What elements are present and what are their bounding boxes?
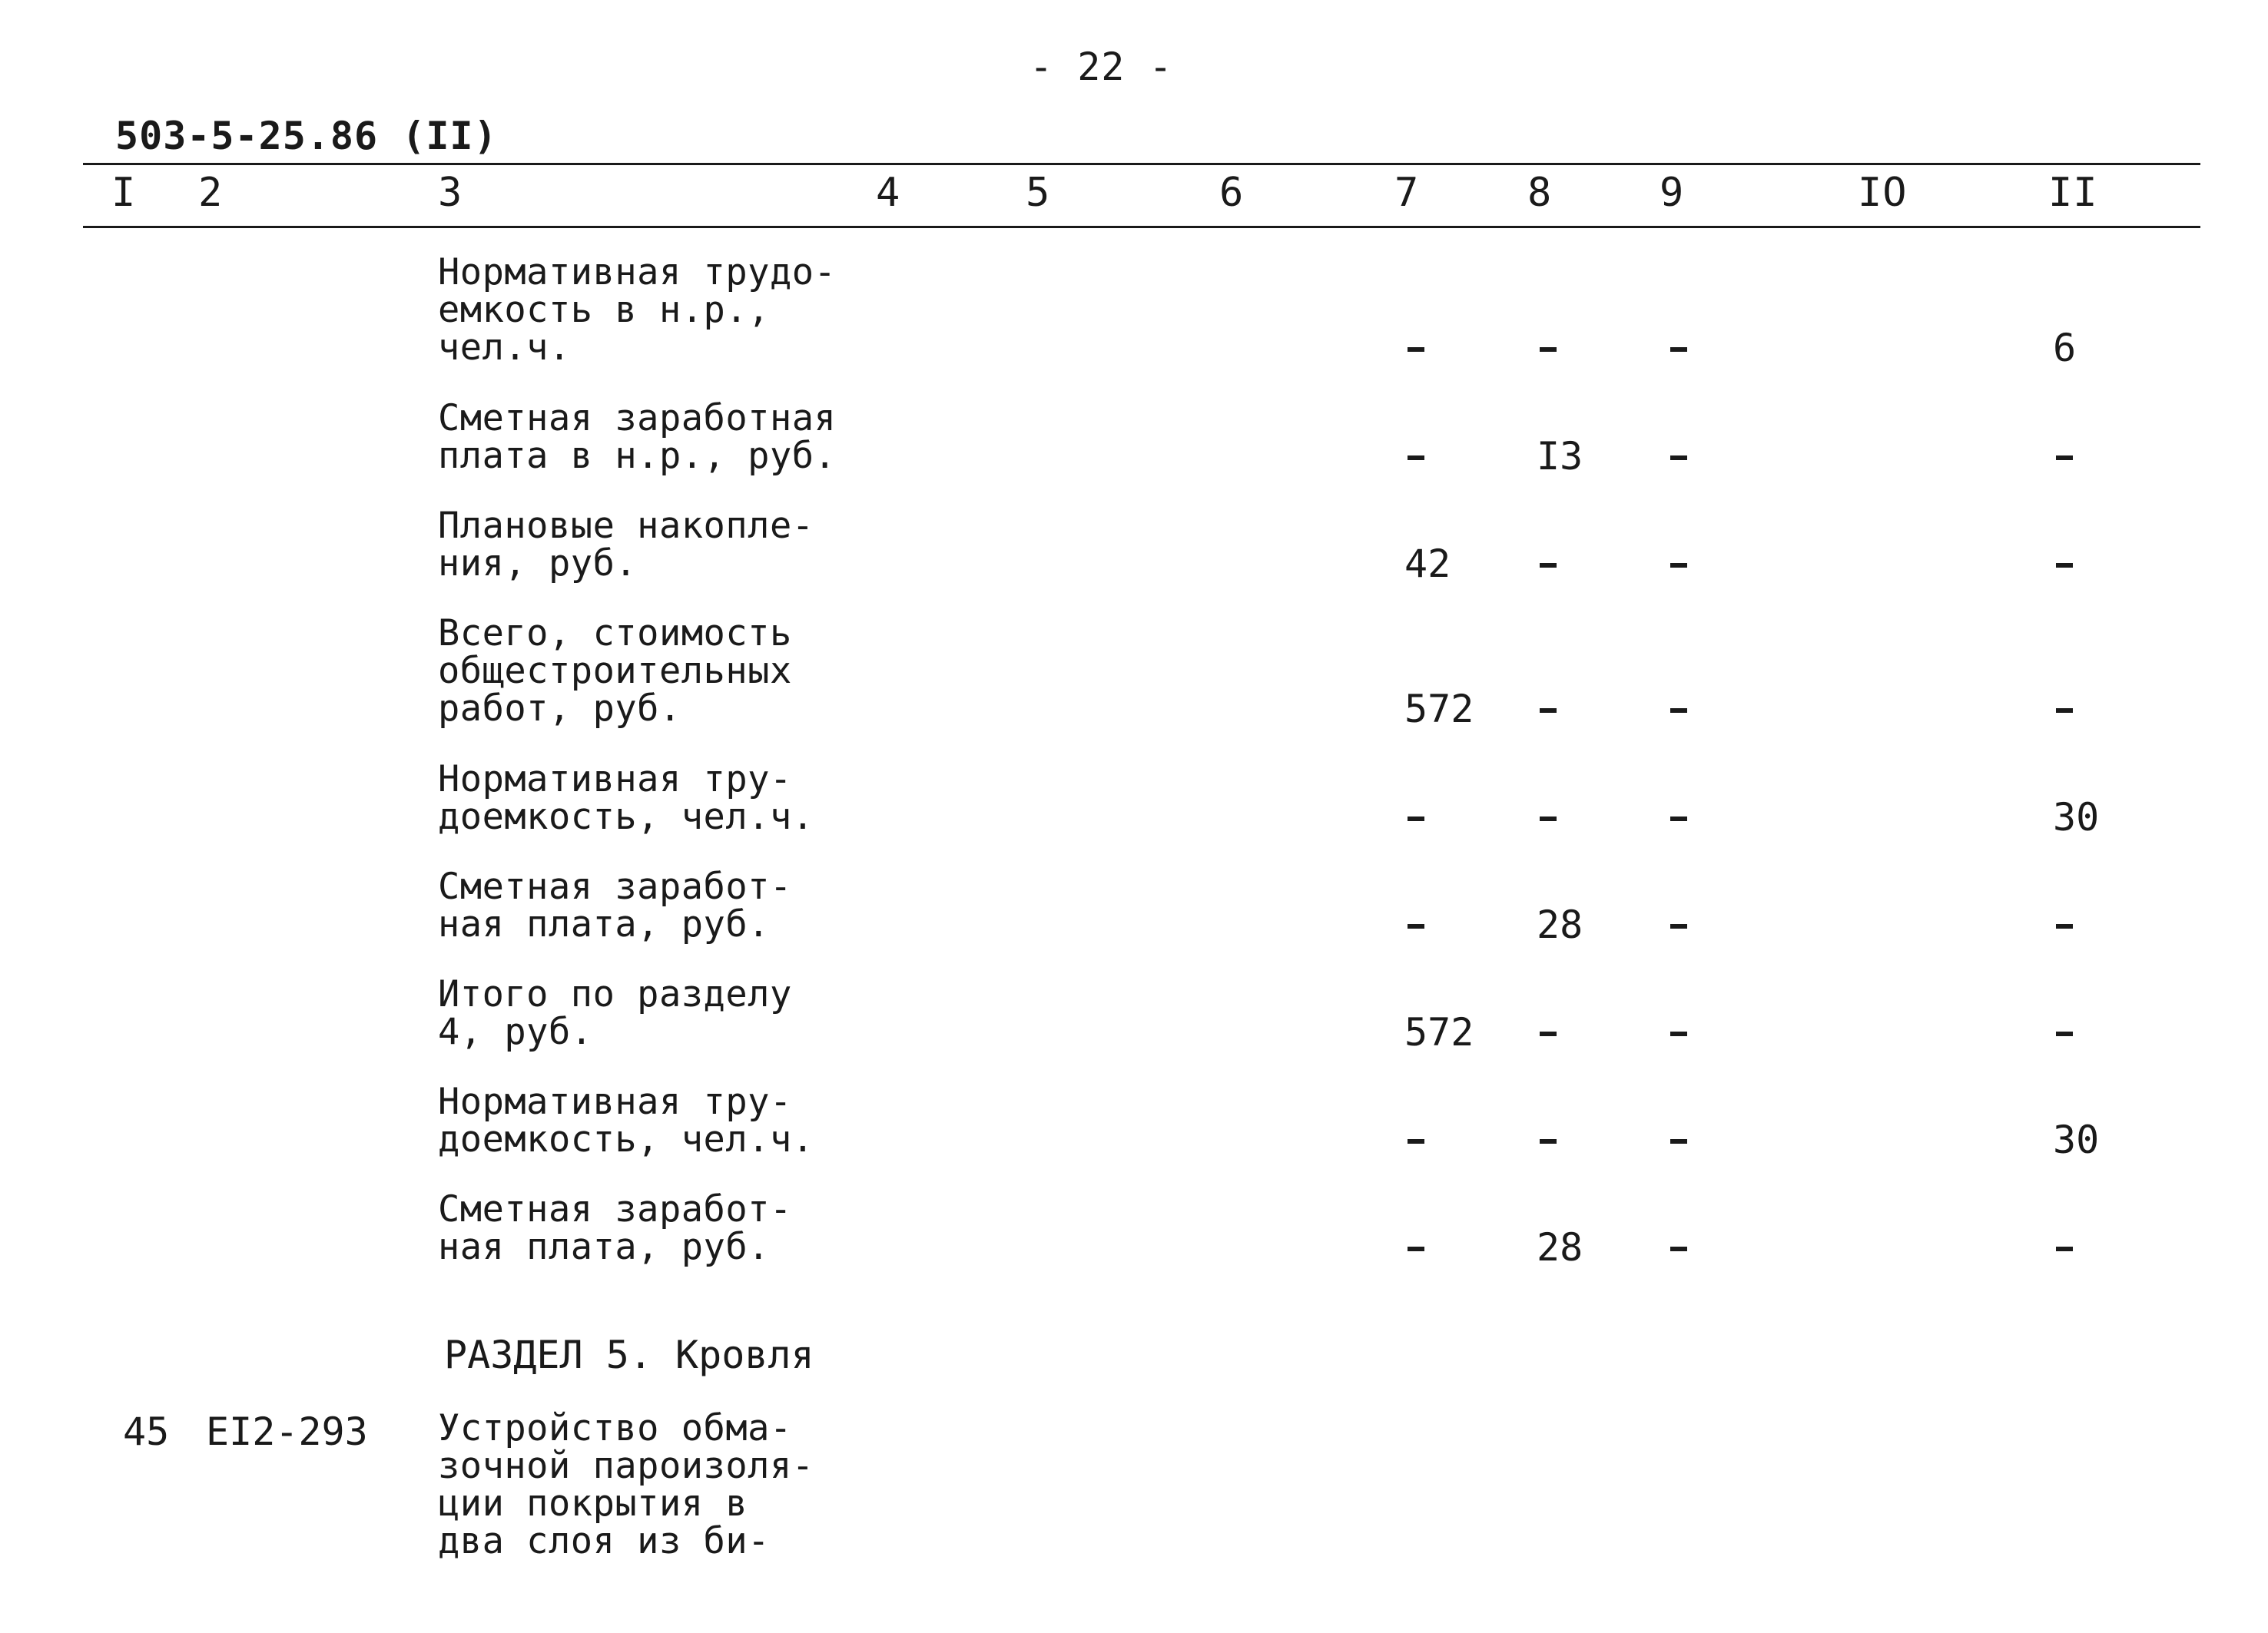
- row-description-line: ная плата, руб.: [438, 903, 770, 946]
- item-description-line: два слоя из би-: [438, 1520, 770, 1562]
- dash-cell: [1670, 924, 1687, 929]
- column-header-11: II: [2048, 170, 2098, 216]
- dash-cell: [1408, 1247, 1424, 1251]
- dash-cell: [1408, 455, 1424, 460]
- row-description-line: доемкость, чел.ч.: [438, 1118, 814, 1161]
- row-description-line: Итого по разделу: [438, 973, 792, 1015]
- column-header-7: 7: [1394, 170, 1420, 216]
- dash-cell: [1408, 816, 1424, 821]
- dash-cell: [1408, 924, 1424, 929]
- item-description-line: ции покрытия в: [438, 1482, 748, 1525]
- table-top-rule: [83, 163, 2200, 165]
- item-number: 45: [123, 1409, 170, 1454]
- column-header-9: 9: [1660, 170, 1685, 216]
- row-description: [438, 975, 792, 1051]
- dash-cell: [2056, 1032, 2073, 1036]
- row-description: [438, 505, 814, 585]
- dash-cell: [1670, 1139, 1687, 1144]
- dash-cell: [1670, 708, 1687, 713]
- dash-cell: [1408, 347, 1424, 352]
- row-description-line: Сметная заработная: [438, 397, 837, 439]
- row-description-line: Нормативная тру-: [438, 758, 792, 800]
- dash-cell: [2056, 708, 2073, 713]
- column-header-10: IO: [1858, 170, 1908, 216]
- row-description: [438, 612, 792, 730]
- item-description: [438, 1409, 814, 1560]
- column-header-1: I: [111, 170, 137, 216]
- document-code: 503-5-25.86 (II): [115, 114, 498, 158]
- row-description-line: чел.ч.: [438, 326, 571, 369]
- column-header-5: 5: [1026, 170, 1051, 216]
- row-description-line: Сметная заработ-: [438, 1188, 792, 1231]
- row-description-line: Нормативная трудо-: [438, 251, 837, 293]
- value-cell: 30: [2053, 795, 2100, 840]
- row-description: [438, 760, 814, 836]
- value-cell: 572: [1404, 1010, 1474, 1055]
- row-description-line: общестроительных: [438, 650, 792, 692]
- row-description-line: ная плата, руб.: [438, 1226, 770, 1268]
- page-number: - 22 -: [1030, 45, 1173, 89]
- dash-cell: [1670, 1032, 1687, 1036]
- column-header-8: 8: [1527, 170, 1553, 216]
- item-description-line: Устройство обма-: [438, 1407, 792, 1449]
- dash-cell: [2056, 1247, 2073, 1251]
- row-description: [438, 866, 792, 946]
- value-cell: I3: [1537, 434, 1583, 479]
- dash-cell: [1540, 708, 1557, 713]
- dash-cell: [2056, 924, 2073, 929]
- dash-cell: [1540, 1032, 1557, 1036]
- item-code: EI2-293: [206, 1409, 368, 1454]
- row-description: [438, 1081, 814, 1161]
- row-description-line: Нормативная тру-: [438, 1081, 792, 1123]
- dash-cell: [1670, 455, 1687, 460]
- dash-cell: [1670, 347, 1687, 352]
- row-description-line: ния, руб.: [438, 542, 638, 585]
- table-header-rule: [83, 226, 2200, 228]
- row-description-line: работ, руб.: [438, 687, 681, 730]
- row-description-line: доемкость, чел.ч.: [438, 796, 814, 838]
- dash-cell: [1540, 347, 1557, 352]
- dash-cell: [1670, 563, 1687, 568]
- dash-cell: [1540, 1139, 1557, 1144]
- dash-cell: [1540, 563, 1557, 568]
- row-description-line: плата в н.р., руб.: [438, 435, 837, 477]
- value-cell: 42: [1404, 542, 1451, 586]
- column-header-4: 4: [876, 170, 901, 216]
- section-title: РАЗДЕЛ 5. Кровля: [444, 1333, 814, 1377]
- row-description-line: Всего, стоимость: [438, 612, 792, 654]
- dash-cell: [1408, 1139, 1424, 1144]
- column-header-6: 6: [1219, 170, 1245, 216]
- dash-cell: [1670, 1247, 1687, 1251]
- dash-cell: [1670, 816, 1687, 821]
- value-cell: 28: [1537, 1225, 1583, 1270]
- column-header-2: 2: [198, 170, 224, 216]
- dash-cell: [2056, 455, 2073, 460]
- value-cell: 572: [1404, 687, 1474, 731]
- row-description-line: 4, руб.: [438, 1011, 593, 1053]
- dash-cell: [2056, 563, 2073, 568]
- value-cell: 28: [1537, 903, 1583, 947]
- row-description-line: Плановые накопле-: [438, 505, 814, 547]
- row-description-line: Сметная заработ-: [438, 866, 792, 908]
- column-header-3: 3: [438, 170, 463, 216]
- value-cell: 30: [2053, 1118, 2100, 1162]
- value-cell: 6: [2053, 326, 2077, 370]
- row-description: [438, 1188, 792, 1268]
- dash-cell: [1540, 816, 1557, 821]
- row-description-line: емкость в н.р.,: [438, 289, 770, 331]
- item-description-line: зочной пароизоля-: [438, 1445, 814, 1487]
- row-description: [438, 251, 837, 369]
- row-description: [438, 399, 836, 475]
